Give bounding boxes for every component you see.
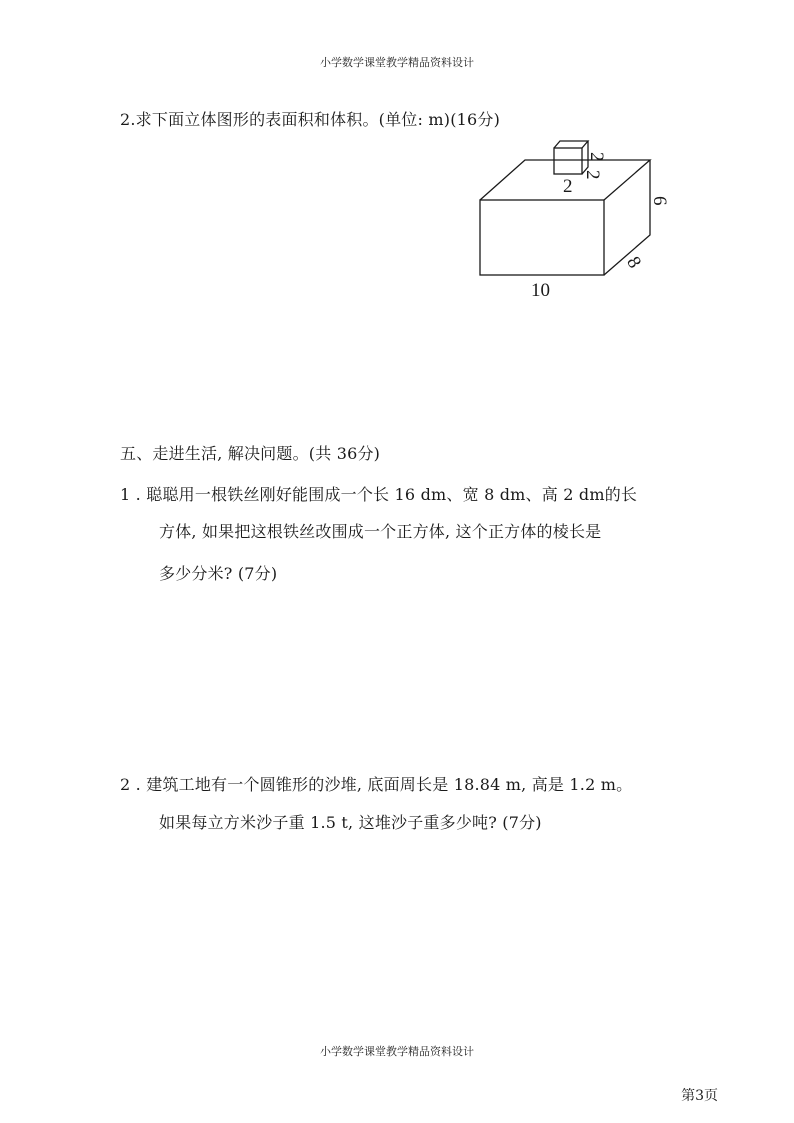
page-footer: 小学数学课堂教学精品资料设计 [320,1045,474,1058]
problem-2-line-2: 如果每立方米沙子重 1.5 t, 这堆沙子重多少吨? (7分) [159,813,542,832]
question-2-text: 2.求下面立体图形的表面积和体积。(单位: m)(16分) [120,110,501,129]
label-cube-width: 2 [563,176,573,197]
label-cube-top: 2 [586,152,607,162]
problem-1-line-1: 1 . 聪聪用一根铁丝刚好能围成一个长 16 dm、宽 8 dm、高 2 dm的长 [120,485,638,504]
small-cube-top [554,141,588,148]
problem-1-line-2: 方体, 如果把这根铁丝改围成一个正方体, 这个正方体的棱长是 [159,522,602,541]
label-length: 10 [531,280,550,301]
section-5-title: 五、走进生活, 解决问题。(共 36分) [120,444,381,463]
label-cube-depth: 2 [582,170,603,180]
cuboid-diagram [470,132,680,308]
page-header: 小学数学课堂教学精品资料设计 [320,56,474,69]
problem-2-line-1: 2 . 建筑工地有一个圆锥形的沙堆, 底面周长是 18.84 m, 高是 1.2 m。 [120,775,633,794]
page-number: 第3页 [681,1088,718,1104]
cuboid-figure [470,132,680,308]
label-depth: 8 [622,253,646,272]
cuboid-front-face [480,200,604,275]
label-height: 6 [649,196,670,206]
problem-1-line-3: 多少分米? (7分) [159,564,278,583]
small-cube-front [554,148,582,174]
